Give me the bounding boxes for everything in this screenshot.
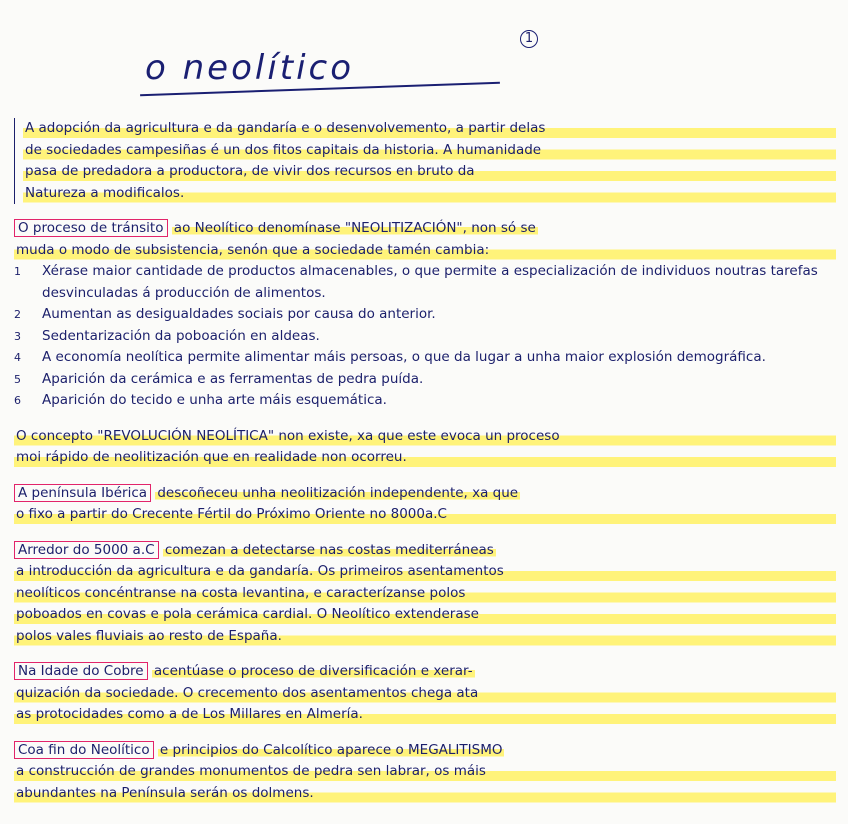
list-item [14,261,836,304]
item-number: 3 [14,329,21,343]
item-number: 1 [14,265,21,278]
text-line: e principios do Calcolítico aparece o MEGALITISMO [159,741,503,758]
list-item [14,369,836,391]
paragraph-megalitismo [14,740,836,805]
notes-body [14,118,836,818]
item-text: Aparición da cerámica e as ferramentas de pedra puída. [42,370,424,387]
boxed-term: Arredor do 5000 a.C [14,541,159,559]
item-text: Aparición do tecido e unha arte máis esquemática. [42,392,387,408]
list-item [14,326,836,348]
text-line: a introducción da agricultura e da gandaría. Os primeiros asentamentos [14,561,836,583]
text-line: ao Neolítico denomínase "NEOLITIZACIÓN", non só se [173,220,536,236]
paragraph-neolitizacion [14,218,836,412]
item-number: 2 [14,308,21,321]
boxed-term: A península Ibérica [14,484,151,502]
item-number: 4 [14,351,21,364]
boxed-term: Na Idade do Cobre [14,662,148,680]
text-line: A adopción da agricultura e da gandaría e o desenvolvemento, a partir delas [23,118,836,140]
page-title: o neolítico [145,48,355,88]
item-number: 5 [14,372,21,386]
text-line: acentúase o proceso de diversificación e xerar- [153,663,473,679]
text-line: o fixo a partir do Crecente Fértil do Próximo Oriente no 8000a.C [14,504,836,526]
text-line: neolíticos concéntranse na costa levantina, e caracterízanse polos [14,583,836,605]
text-line: muda o modo de subsistencia, senón que a sociedade tamén cambia: [14,240,836,262]
boxed-term: Coa fin do Neolítico [14,741,154,759]
paragraph-cobre [14,661,836,726]
paragraph-intro [14,118,836,204]
paragraph-revolucion [14,426,836,469]
text-line: Natureza a modificalos. [23,183,836,205]
boxed-term: O proceso de tránsito [14,219,168,237]
item-text: Aumentan as desigualdades sociais por causa do anterior. [42,306,436,322]
item-text: Sedentarización da poboación en aldeas. [42,327,320,344]
text-line: descoñeceu unha neolitización independente, xa que [157,484,519,501]
list-item [14,304,836,326]
list-item [14,347,836,369]
text-line: abundantes na Península serán os dolmens. [14,783,836,805]
paragraph-peninsula [14,483,836,526]
text-line: moi rápido de neolitización que en realidade non ocorreu. [14,447,836,469]
text-line: poboados en covas e pola cerámica cardial. O Neolítico extenderase [14,604,836,626]
text-line: quización da sociedade. O crecemento dos asentamentos chega ata [14,683,836,705]
text-line: as protocidades como a de Los Millares en Almería. [14,704,836,726]
text-line: pasa de predadora a productora, de vivir dos recursos en bruto da [23,161,836,183]
paragraph-5000 [14,540,836,648]
text-line: de sociedades campesiñas é un dos fitos capitais da historia. A humanidade [23,140,836,162]
text-line: comezan a detectarse nas costas mediterráneas [164,541,494,558]
text-line: a construcción de grandes monumentos de pedra sen labrar, os máis [14,761,836,783]
list-item [14,390,836,412]
item-text: A economía neolítica permite alimentar máis persoas, o que da lugar a unha maior explosión demográfica. [42,349,766,365]
page-number-badge: 1 [520,30,538,48]
item-number: 6 [14,394,21,407]
item-text: Xérase maior cantidade de productos almacenables, o que permite a especialización de individuos noutras tarefas desvinculadas á producción de alimentos. [42,263,818,301]
text-line: O concepto "REVOLUCIÓN NEOLÍTICA" non existe, xa que este evoca un proceso [14,426,836,448]
text-line: polos vales fluviais ao resto de España. [14,626,836,648]
